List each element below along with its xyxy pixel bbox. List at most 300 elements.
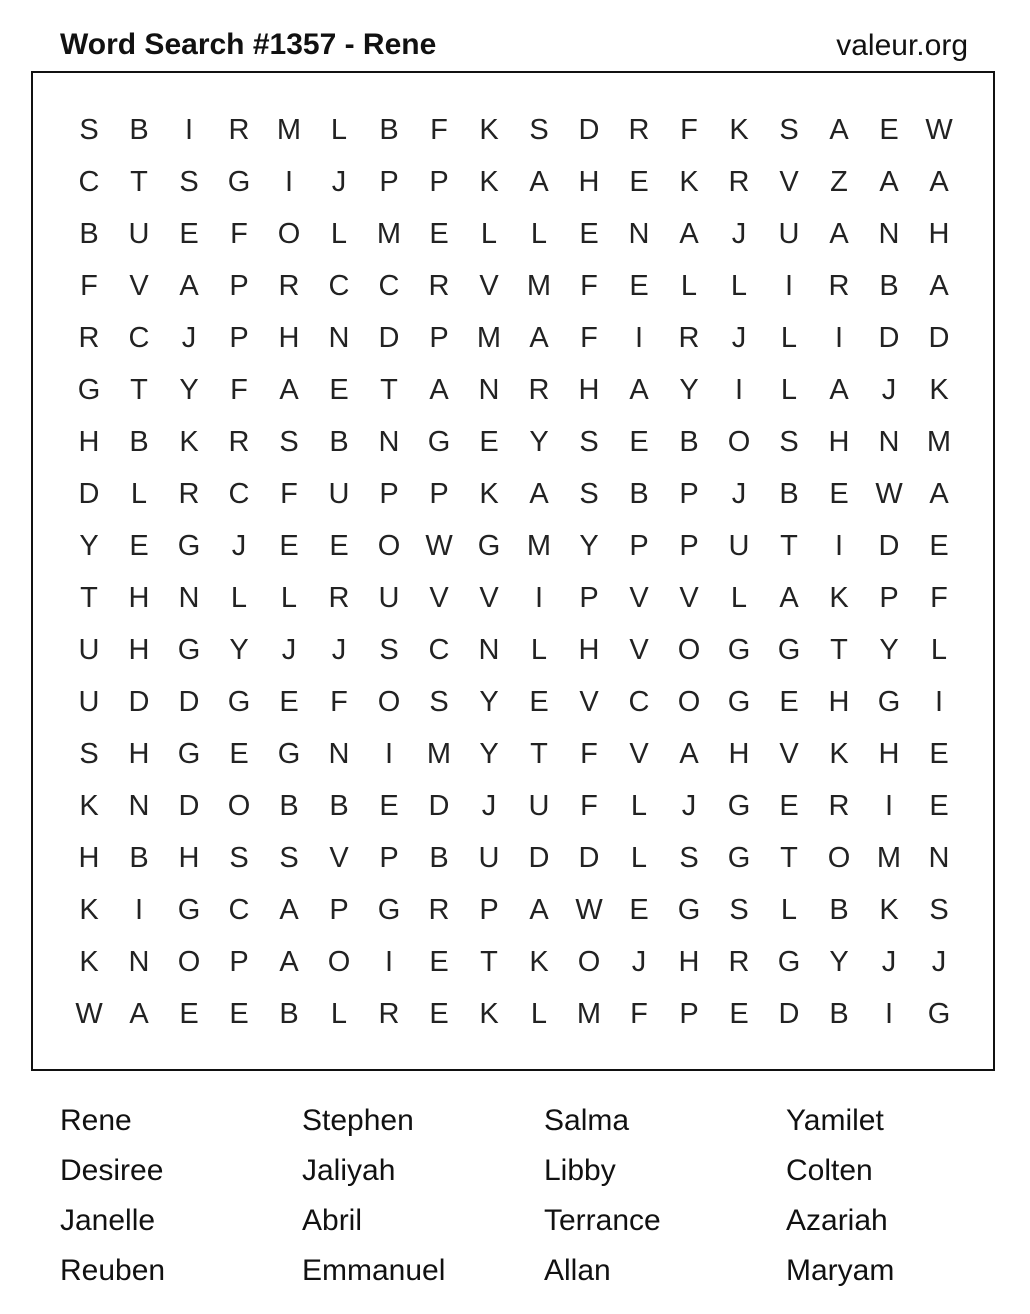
grid-letter[interactable]: E (629, 269, 649, 302)
grid-letter[interactable]: N (378, 425, 400, 458)
grid-letter[interactable]: B (79, 217, 99, 250)
grid-letter[interactable]: R (828, 789, 850, 822)
grid-letter[interactable]: I (834, 321, 844, 354)
grid-letter[interactable]: G (727, 633, 751, 666)
grid-letter[interactable]: L (630, 789, 648, 822)
grid-letter[interactable]: K (679, 165, 699, 198)
grid-letter[interactable]: L (330, 997, 348, 1030)
grid-letter[interactable]: B (129, 841, 149, 874)
grid-letter[interactable]: Y (879, 633, 899, 666)
grid-letter[interactable]: H (828, 685, 850, 718)
grid-letter[interactable]: S (529, 113, 549, 146)
grid-letter[interactable]: I (534, 581, 544, 614)
grid-letter[interactable]: Y (679, 373, 699, 406)
grid-letter[interactable]: P (429, 321, 449, 354)
grid-letter[interactable]: U (78, 685, 100, 718)
grid-letter[interactable]: D (878, 529, 900, 562)
grid-letter[interactable]: A (929, 165, 949, 198)
grid-letter[interactable]: S (779, 425, 799, 458)
grid-letter[interactable]: B (279, 997, 299, 1030)
grid-letter[interactable]: V (429, 581, 449, 614)
grid-letter[interactable]: F (230, 373, 248, 406)
grid-letter[interactable]: D (778, 997, 800, 1030)
grid-letter[interactable]: P (679, 997, 699, 1030)
grid-letter[interactable]: E (329, 373, 349, 406)
grid-letter[interactable]: S (579, 477, 599, 510)
grid-letter[interactable]: V (629, 737, 649, 770)
grid-letter[interactable]: C (328, 269, 350, 302)
grid-letter[interactable]: R (178, 477, 200, 510)
grid-letter[interactable]: R (528, 373, 550, 406)
grid-letter[interactable]: F (580, 321, 598, 354)
grid-letter[interactable]: L (780, 321, 798, 354)
grid-letter[interactable]: A (529, 477, 549, 510)
grid-letter[interactable]: V (629, 633, 649, 666)
grid-letter[interactable]: I (884, 789, 894, 822)
grid-letter[interactable]: C (78, 165, 100, 198)
grid-letter[interactable]: E (579, 217, 599, 250)
grid-letter[interactable]: I (834, 529, 844, 562)
grid-letter[interactable]: S (79, 737, 99, 770)
grid-letter[interactable]: J (281, 633, 297, 666)
grid-letter[interactable]: E (129, 529, 149, 562)
grid-letter[interactable]: H (828, 425, 850, 458)
grid-letter[interactable]: E (929, 737, 949, 770)
grid-letter[interactable]: K (479, 997, 499, 1030)
grid-letter[interactable]: F (330, 685, 348, 718)
grid-letter[interactable]: L (630, 841, 648, 874)
grid-letter[interactable]: T (780, 841, 798, 874)
grid-letter[interactable]: K (479, 113, 499, 146)
grid-letter[interactable]: L (130, 477, 148, 510)
grid-letter[interactable]: L (480, 217, 498, 250)
grid-letter[interactable]: O (177, 945, 201, 978)
grid-letter[interactable]: J (331, 165, 347, 198)
grid-letter[interactable]: U (528, 789, 550, 822)
grid-letter[interactable]: C (378, 269, 400, 302)
grid-letter[interactable]: D (128, 685, 150, 718)
grid-letter[interactable]: S (229, 841, 249, 874)
grid-letter[interactable]: L (230, 581, 248, 614)
grid-letter[interactable]: N (178, 581, 200, 614)
grid-letter[interactable]: L (780, 893, 798, 926)
grid-letter[interactable]: L (730, 269, 748, 302)
grid-letter[interactable]: S (729, 893, 749, 926)
grid-letter[interactable]: V (779, 737, 799, 770)
grid-letter[interactable]: P (679, 529, 699, 562)
grid-letter[interactable]: O (827, 841, 851, 874)
grid-letter[interactable]: E (529, 685, 549, 718)
grid-letter[interactable]: P (229, 321, 249, 354)
grid-letter[interactable]: G (777, 945, 801, 978)
grid-letter[interactable]: N (478, 373, 500, 406)
grid-letter[interactable]: V (329, 841, 349, 874)
grid-letter[interactable]: L (330, 217, 348, 250)
grid-letter[interactable]: H (578, 165, 600, 198)
grid-letter[interactable]: A (829, 373, 849, 406)
grid-letter[interactable]: E (179, 217, 199, 250)
grid-letter[interactable]: K (179, 425, 199, 458)
grid-letter[interactable]: Y (179, 373, 199, 406)
grid-letter[interactable]: N (628, 217, 650, 250)
grid-letter[interactable]: U (478, 841, 500, 874)
grid-letter[interactable]: C (628, 685, 650, 718)
grid-letter[interactable]: A (629, 373, 649, 406)
grid-letter[interactable]: D (178, 789, 200, 822)
grid-letter[interactable]: O (377, 685, 401, 718)
grid-letter[interactable]: C (128, 321, 150, 354)
grid-letter[interactable]: F (580, 789, 598, 822)
grid-letter[interactable]: O (227, 789, 251, 822)
grid-letter[interactable]: H (578, 373, 600, 406)
grid-letter[interactable]: I (784, 269, 794, 302)
grid-letter[interactable]: D (578, 113, 600, 146)
grid-letter[interactable]: R (678, 321, 700, 354)
grid-letter[interactable]: T (480, 945, 498, 978)
grid-letter[interactable]: G (477, 529, 501, 562)
grid-letter[interactable]: S (179, 165, 199, 198)
grid-letter[interactable]: A (129, 997, 149, 1030)
grid-letter[interactable]: T (830, 633, 848, 666)
grid-letter[interactable]: Y (79, 529, 99, 562)
grid-letter[interactable]: V (579, 685, 599, 718)
grid-letter[interactable]: E (279, 529, 299, 562)
grid-letter[interactable]: B (329, 425, 349, 458)
grid-letter[interactable]: L (730, 581, 748, 614)
grid-letter[interactable]: D (378, 321, 400, 354)
grid-letter[interactable]: D (428, 789, 450, 822)
grid-letter[interactable]: E (429, 217, 449, 250)
grid-letter[interactable]: A (529, 893, 549, 926)
grid-letter[interactable]: S (279, 841, 299, 874)
grid-letter[interactable]: G (227, 685, 251, 718)
grid-letter[interactable]: N (128, 789, 150, 822)
grid-letter[interactable]: G (777, 633, 801, 666)
grid-letter[interactable]: L (930, 633, 948, 666)
grid-letter[interactable]: S (429, 685, 449, 718)
grid-letter[interactable]: A (179, 269, 199, 302)
grid-letter[interactable]: G (727, 789, 751, 822)
grid-letter[interactable]: V (479, 581, 499, 614)
grid-letter[interactable]: F (630, 997, 648, 1030)
grid-letter[interactable]: K (79, 893, 99, 926)
grid-letter[interactable]: T (530, 737, 548, 770)
grid-letter[interactable]: F (80, 269, 98, 302)
grid-letter[interactable]: G (727, 685, 751, 718)
grid-letter[interactable]: P (629, 529, 649, 562)
grid-letter[interactable]: R (228, 113, 250, 146)
grid-letter[interactable]: G (727, 841, 751, 874)
grid-letter[interactable]: J (681, 789, 697, 822)
grid-letter[interactable]: L (680, 269, 698, 302)
grid-letter[interactable]: G (277, 737, 301, 770)
grid-letter[interactable]: G (877, 685, 901, 718)
grid-letter[interactable]: M (926, 425, 952, 458)
grid-letter[interactable]: G (377, 893, 401, 926)
grid-letter[interactable]: L (330, 113, 348, 146)
grid-letter[interactable]: C (428, 633, 450, 666)
grid-letter[interactable]: P (479, 893, 499, 926)
grid-letter[interactable]: T (780, 529, 798, 562)
grid-letter[interactable]: I (384, 945, 394, 978)
grid-letter[interactable]: V (779, 165, 799, 198)
grid-letter[interactable]: N (878, 217, 900, 250)
grid-letter[interactable]: J (731, 321, 747, 354)
grid-letter[interactable]: I (134, 893, 144, 926)
grid-letter[interactable]: A (779, 581, 799, 614)
grid-letter[interactable]: R (428, 893, 450, 926)
grid-letter[interactable]: S (679, 841, 699, 874)
grid-letter[interactable]: K (829, 737, 849, 770)
grid-letter[interactable]: G (677, 893, 701, 926)
grid-letter[interactable]: M (526, 529, 552, 562)
grid-letter[interactable]: A (929, 269, 949, 302)
grid-letter[interactable]: E (329, 529, 349, 562)
grid-letter[interactable]: O (327, 945, 351, 978)
grid-letter[interactable]: H (878, 737, 900, 770)
grid-letter[interactable]: B (829, 893, 849, 926)
grid-letter[interactable]: M (276, 113, 302, 146)
grid-letter[interactable]: H (128, 633, 150, 666)
grid-letter[interactable]: F (580, 269, 598, 302)
grid-letter[interactable]: H (128, 581, 150, 614)
grid-letter[interactable]: B (379, 113, 399, 146)
grid-letter[interactable]: O (577, 945, 601, 978)
grid-letter[interactable]: A (529, 165, 549, 198)
grid-letter[interactable]: U (128, 217, 150, 250)
grid-letter[interactable]: H (578, 633, 600, 666)
grid-letter[interactable]: R (228, 425, 250, 458)
grid-letter[interactable]: U (78, 633, 100, 666)
grid-letter[interactable]: N (328, 737, 350, 770)
grid-letter[interactable]: W (425, 529, 453, 562)
grid-letter[interactable]: H (128, 737, 150, 770)
grid-letter[interactable]: A (929, 477, 949, 510)
grid-letter[interactable]: U (328, 477, 350, 510)
grid-letter[interactable]: R (378, 997, 400, 1030)
grid-letter[interactable]: D (578, 841, 600, 874)
grid-letter[interactable]: B (429, 841, 449, 874)
grid-letter[interactable]: I (634, 321, 644, 354)
grid-letter[interactable]: G (77, 373, 101, 406)
grid-letter[interactable]: I (184, 113, 194, 146)
grid-letter[interactable]: U (728, 529, 750, 562)
grid-letter[interactable]: B (629, 477, 649, 510)
grid-letter[interactable]: E (629, 165, 649, 198)
grid-letter[interactable]: T (130, 373, 148, 406)
grid-letter[interactable]: J (631, 945, 647, 978)
grid-letter[interactable]: E (779, 685, 799, 718)
grid-letter[interactable]: K (729, 113, 749, 146)
grid-letter[interactable]: M (526, 269, 552, 302)
grid-letter[interactable]: V (129, 269, 149, 302)
grid-letter[interactable]: I (734, 373, 744, 406)
grid-letter[interactable]: Y (479, 685, 499, 718)
grid-letter[interactable]: E (879, 113, 899, 146)
grid-letter[interactable]: P (579, 581, 599, 614)
grid-letter[interactable]: N (478, 633, 500, 666)
grid-letter[interactable]: A (679, 217, 699, 250)
grid-letter[interactable]: F (930, 581, 948, 614)
grid-letter[interactable]: A (279, 373, 299, 406)
grid-letter[interactable]: H (928, 217, 950, 250)
grid-letter[interactable]: K (479, 165, 499, 198)
grid-letter[interactable]: F (430, 113, 448, 146)
grid-letter[interactable]: F (230, 217, 248, 250)
grid-letter[interactable]: K (529, 945, 549, 978)
grid-letter[interactable]: L (530, 633, 548, 666)
grid-letter[interactable]: R (628, 113, 650, 146)
grid-letter[interactable]: R (278, 269, 300, 302)
grid-letter[interactable]: R (328, 581, 350, 614)
grid-letter[interactable]: A (429, 373, 449, 406)
grid-letter[interactable]: M (576, 997, 602, 1030)
grid-letter[interactable]: G (177, 737, 201, 770)
grid-letter[interactable]: F (280, 477, 298, 510)
grid-letter[interactable]: Y (479, 737, 499, 770)
grid-letter[interactable]: L (530, 217, 548, 250)
grid-letter[interactable]: B (129, 113, 149, 146)
grid-letter[interactable]: E (779, 789, 799, 822)
grid-letter[interactable]: E (479, 425, 499, 458)
grid-letter[interactable]: N (128, 945, 150, 978)
grid-letter[interactable]: D (78, 477, 100, 510)
grid-letter[interactable]: S (79, 113, 99, 146)
grid-letter[interactable]: J (931, 945, 947, 978)
grid-letter[interactable]: S (379, 633, 399, 666)
grid-letter[interactable]: E (829, 477, 849, 510)
grid-letter[interactable]: O (727, 425, 751, 458)
grid-letter[interactable]: P (229, 945, 249, 978)
grid-letter[interactable]: S (779, 113, 799, 146)
grid-letter[interactable]: B (279, 789, 299, 822)
grid-letter[interactable]: E (379, 789, 399, 822)
grid-letter[interactable]: Y (229, 633, 249, 666)
grid-letter[interactable]: Y (529, 425, 549, 458)
grid-letter[interactable]: T (80, 581, 98, 614)
grid-letter[interactable]: W (75, 997, 103, 1030)
grid-letter[interactable]: P (329, 893, 349, 926)
grid-letter[interactable]: M (376, 217, 402, 250)
grid-letter[interactable]: K (879, 893, 899, 926)
grid-letter[interactable]: E (229, 737, 249, 770)
grid-letter[interactable]: D (878, 321, 900, 354)
grid-letter[interactable]: O (277, 217, 301, 250)
grid-letter[interactable]: B (129, 425, 149, 458)
grid-letter[interactable]: A (829, 113, 849, 146)
grid-letter[interactable]: G (927, 997, 951, 1030)
grid-letter[interactable]: A (829, 217, 849, 250)
grid-letter[interactable]: C (228, 893, 250, 926)
grid-letter[interactable]: N (328, 321, 350, 354)
grid-letter[interactable]: N (878, 425, 900, 458)
grid-letter[interactable]: H (78, 841, 100, 874)
grid-letter[interactable]: I (384, 737, 394, 770)
grid-letter[interactable]: J (731, 217, 747, 250)
grid-letter[interactable]: S (579, 425, 599, 458)
grid-letter[interactable]: K (79, 945, 99, 978)
grid-letter[interactable]: F (680, 113, 698, 146)
grid-letter[interactable]: E (429, 997, 449, 1030)
grid-letter[interactable]: A (279, 945, 299, 978)
grid-letter[interactable]: Z (830, 165, 848, 198)
grid-letter[interactable]: H (728, 737, 750, 770)
grid-letter[interactable]: V (629, 581, 649, 614)
grid-letter[interactable]: D (178, 685, 200, 718)
grid-letter[interactable]: U (378, 581, 400, 614)
grid-letter[interactable]: L (780, 373, 798, 406)
grid-letter[interactable]: B (329, 789, 349, 822)
grid-letter[interactable]: I (934, 685, 944, 718)
grid-letter[interactable]: P (379, 165, 399, 198)
grid-letter[interactable]: Y (829, 945, 849, 978)
grid-letter[interactable]: P (229, 269, 249, 302)
grid-letter[interactable]: G (427, 425, 451, 458)
grid-letter[interactable]: J (331, 633, 347, 666)
grid-letter[interactable]: E (279, 685, 299, 718)
grid-letter[interactable]: G (177, 633, 201, 666)
grid-letter[interactable]: K (79, 789, 99, 822)
grid-letter[interactable]: G (227, 165, 251, 198)
grid-letter[interactable]: U (778, 217, 800, 250)
grid-letter[interactable]: E (429, 945, 449, 978)
grid-letter[interactable]: D (928, 321, 950, 354)
grid-letter[interactable]: O (677, 685, 701, 718)
grid-letter[interactable]: J (881, 373, 897, 406)
grid-letter[interactable]: B (829, 997, 849, 1030)
grid-letter[interactable]: E (229, 997, 249, 1030)
grid-letter[interactable]: E (929, 789, 949, 822)
grid-letter[interactable]: N (928, 841, 950, 874)
grid-letter[interactable]: S (279, 425, 299, 458)
grid-letter[interactable]: O (677, 633, 701, 666)
grid-letter[interactable]: J (881, 945, 897, 978)
grid-letter[interactable]: O (377, 529, 401, 562)
grid-letter[interactable]: V (679, 581, 699, 614)
grid-letter[interactable]: R (728, 165, 750, 198)
grid-letter[interactable]: J (731, 477, 747, 510)
grid-letter[interactable]: R (828, 269, 850, 302)
grid-letter[interactable]: K (479, 477, 499, 510)
grid-letter[interactable]: T (380, 373, 398, 406)
grid-letter[interactable]: K (829, 581, 849, 614)
grid-letter[interactable]: A (879, 165, 899, 198)
grid-letter[interactable]: B (879, 269, 899, 302)
grid-letter[interactable]: J (481, 789, 497, 822)
grid-letter[interactable]: G (177, 529, 201, 562)
grid-letter[interactable]: P (879, 581, 899, 614)
grid-letter[interactable]: K (929, 373, 949, 406)
grid-letter[interactable]: W (925, 113, 953, 146)
grid-letter[interactable]: E (179, 997, 199, 1030)
grid-letter[interactable]: J (181, 321, 197, 354)
grid-letter[interactable]: G (177, 893, 201, 926)
grid-letter[interactable]: H (178, 841, 200, 874)
grid-letter[interactable]: P (429, 477, 449, 510)
grid-letter[interactable]: L (530, 997, 548, 1030)
grid-letter[interactable]: M (876, 841, 902, 874)
grid-letter[interactable]: W (875, 477, 903, 510)
grid-letter[interactable]: A (679, 737, 699, 770)
grid-letter[interactable]: E (629, 893, 649, 926)
grid-letter[interactable]: M (476, 321, 502, 354)
grid-letter[interactable]: E (729, 997, 749, 1030)
grid-letter[interactable]: A (529, 321, 549, 354)
grid-letter[interactable]: V (479, 269, 499, 302)
grid-letter[interactable]: H (78, 425, 100, 458)
grid-letter[interactable]: P (379, 477, 399, 510)
grid-letter[interactable]: B (779, 477, 799, 510)
